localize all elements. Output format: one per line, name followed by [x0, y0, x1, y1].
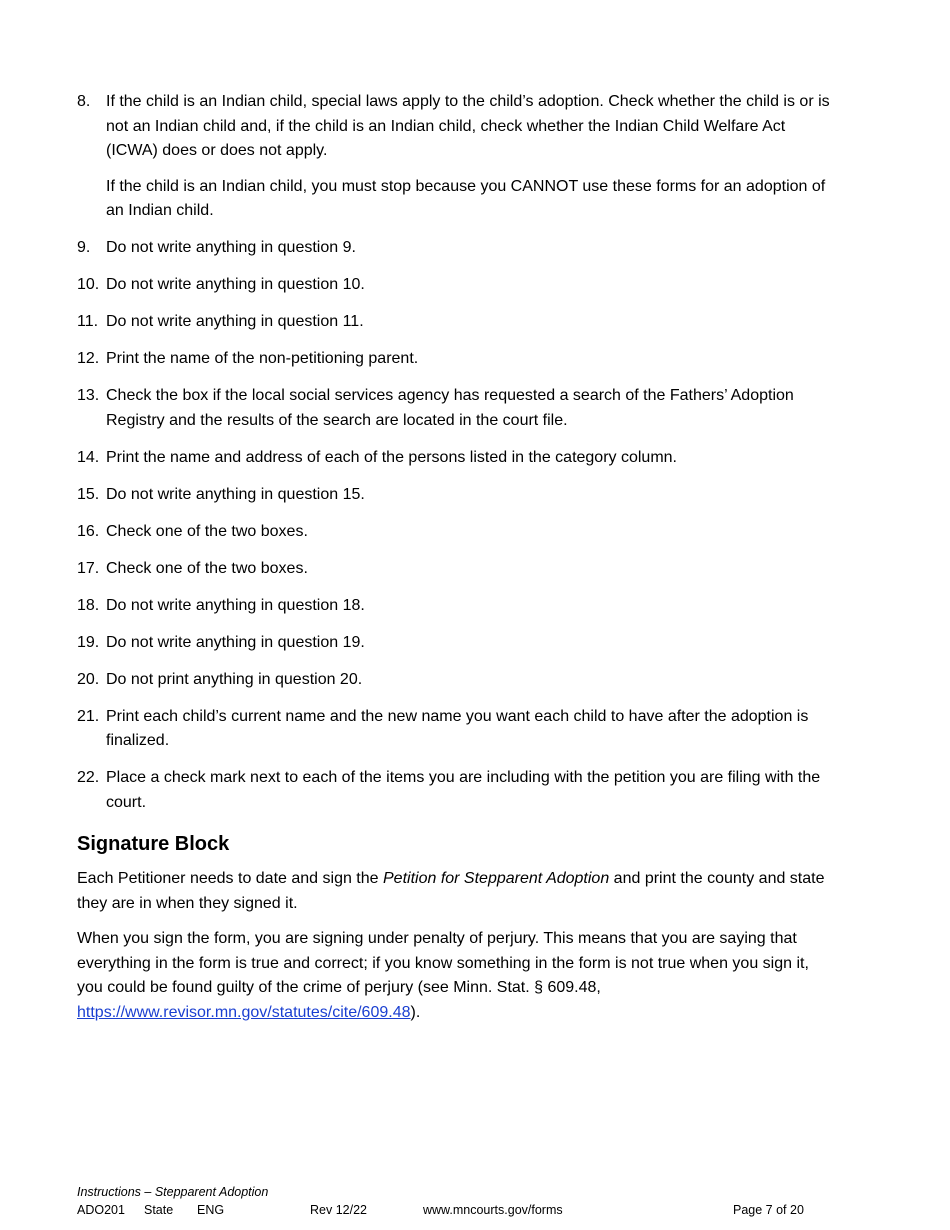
item-text: [106, 236, 837, 261]
instruction-list: [77, 90, 837, 815]
item-number: 9.: [77, 239, 91, 256]
footer-row: [77, 1201, 837, 1219]
document-page: [77, 90, 837, 1036]
footer-form-code: ADO201: [77, 1203, 125, 1217]
signature-block-heading: Signature Block: [77, 833, 230, 855]
item-number: 14.: [77, 448, 100, 466]
item-number: 19.: [77, 633, 100, 651]
instruction-item: [77, 90, 837, 224]
item-text: [106, 446, 837, 471]
item-paragraph: Do not write anything in question 11.: [106, 313, 364, 330]
item-paragraph: Do not write anything in question 19.: [106, 633, 365, 651]
footer-page-number: Page 7 of 20: [733, 1203, 804, 1217]
signature-paragraph-1: [77, 867, 837, 916]
instruction-item: [77, 557, 837, 582]
item-text: [106, 631, 837, 656]
statute-link[interactable]: https://www.revisor.mn.gov/statutes/cite/609.48: [77, 1003, 411, 1021]
instruction-item: [77, 384, 837, 433]
item-paragraph: Do not print anything in question 20.: [106, 670, 363, 688]
item-text: [106, 705, 837, 754]
sig-p2-text: When you sign the form, you are signing under penalty of perjury. This means that you are saying that everything in the form is true and correct; if you know something in the form is not true when you sign it, you could be found guilty of the crime of perjury (see Minn. Stat. § 609.48,: [77, 930, 809, 996]
footer-revision: Rev 12/22: [310, 1203, 367, 1217]
sig-p2-end: ).: [410, 1003, 421, 1021]
item-text: [106, 384, 837, 433]
item-text: [106, 766, 837, 815]
petition-title: Petition for Stepparent Adoption: [383, 870, 610, 887]
item-paragraph: Print the name of the non-petitioning parent.: [106, 350, 419, 367]
footer-title: Instructions – Stepparent Adoption: [77, 1185, 269, 1199]
item-paragraph: Check one of the two boxes.: [106, 559, 308, 577]
item-number: 18.: [77, 596, 100, 614]
item-text: [106, 557, 837, 582]
item-number: 22.: [77, 769, 100, 786]
item-number: 8.: [77, 93, 91, 110]
footer-state: State: [144, 1203, 174, 1217]
instruction-item: [77, 631, 837, 656]
item-number: 15.: [77, 485, 100, 503]
item-number: 21.: [77, 707, 100, 725]
instruction-item: [77, 273, 837, 298]
instruction-item: [77, 520, 837, 545]
footer-website: www.mncourts.gov/forms: [423, 1203, 563, 1217]
item-number: 12.: [77, 350, 100, 367]
instruction-item: [77, 668, 837, 693]
sig-p1-before: Each Petitioner needs to date and sign the: [77, 870, 383, 887]
item-text: [106, 520, 837, 545]
footer-language: ENG: [197, 1203, 225, 1217]
instruction-item: [77, 594, 837, 619]
item-paragraph: Place a check mark next to each of the items you are including with the petition you are filing with the court.: [106, 769, 821, 811]
item-paragraph: Do not write anything in question 18.: [106, 596, 365, 614]
item-paragraph: Check one of the two boxes.: [106, 522, 308, 540]
item-paragraph: If the child is an Indian child, you must stop because you CANNOT use these forms for an adoption of an Indian child.: [106, 177, 826, 219]
item-paragraph: Do not write anything in question 10.: [106, 276, 365, 293]
instruction-item: [77, 705, 837, 754]
item-paragraph: Do not write anything in question 9.: [106, 239, 356, 256]
item-text: [106, 483, 837, 508]
instruction-item: [77, 347, 837, 372]
item-number: 20.: [77, 670, 100, 688]
item-number: 16.: [77, 522, 100, 540]
instruction-item: [77, 310, 837, 335]
instruction-item: [77, 483, 837, 508]
signature-paragraph-2: [77, 927, 837, 1025]
instruction-item: [77, 766, 837, 815]
item-number: 17.: [77, 559, 100, 577]
item-text: [106, 347, 837, 372]
item-paragraph: Do not write anything in question 15.: [106, 485, 365, 503]
item-number: 10.: [77, 276, 100, 293]
item-paragraph: Print each child’s current name and the new name you want each child to have after the adoption is finalized.: [106, 707, 809, 749]
instruction-item: [77, 236, 837, 261]
page-footer: [77, 1183, 837, 1219]
item-paragraph: Print the name and address of each of the persons listed in the category column.: [106, 448, 677, 466]
item-paragraph: Check the box if the local social services agency has requested a search of the Fathers’ Adoption Registry and the results of the search are located in the court file.: [106, 387, 794, 429]
item-text: [106, 594, 837, 619]
instruction-item: [77, 446, 837, 471]
item-paragraph: If the child is an Indian child, special laws apply to the child’s adoption. Check whether the child is or is not an Indian child and, if the child is an Indian child, check whether the Indian Child Welfare Act (ICWA) does or does not apply.: [106, 93, 830, 159]
sig-p1-after: and print the county and state they are in when they signed it.: [77, 870, 825, 912]
item-text: [106, 90, 837, 224]
item-number: 11.: [77, 313, 99, 330]
item-text: [106, 310, 837, 335]
item-number: 13.: [77, 387, 100, 404]
item-text: [106, 668, 837, 693]
item-text: [106, 273, 837, 298]
